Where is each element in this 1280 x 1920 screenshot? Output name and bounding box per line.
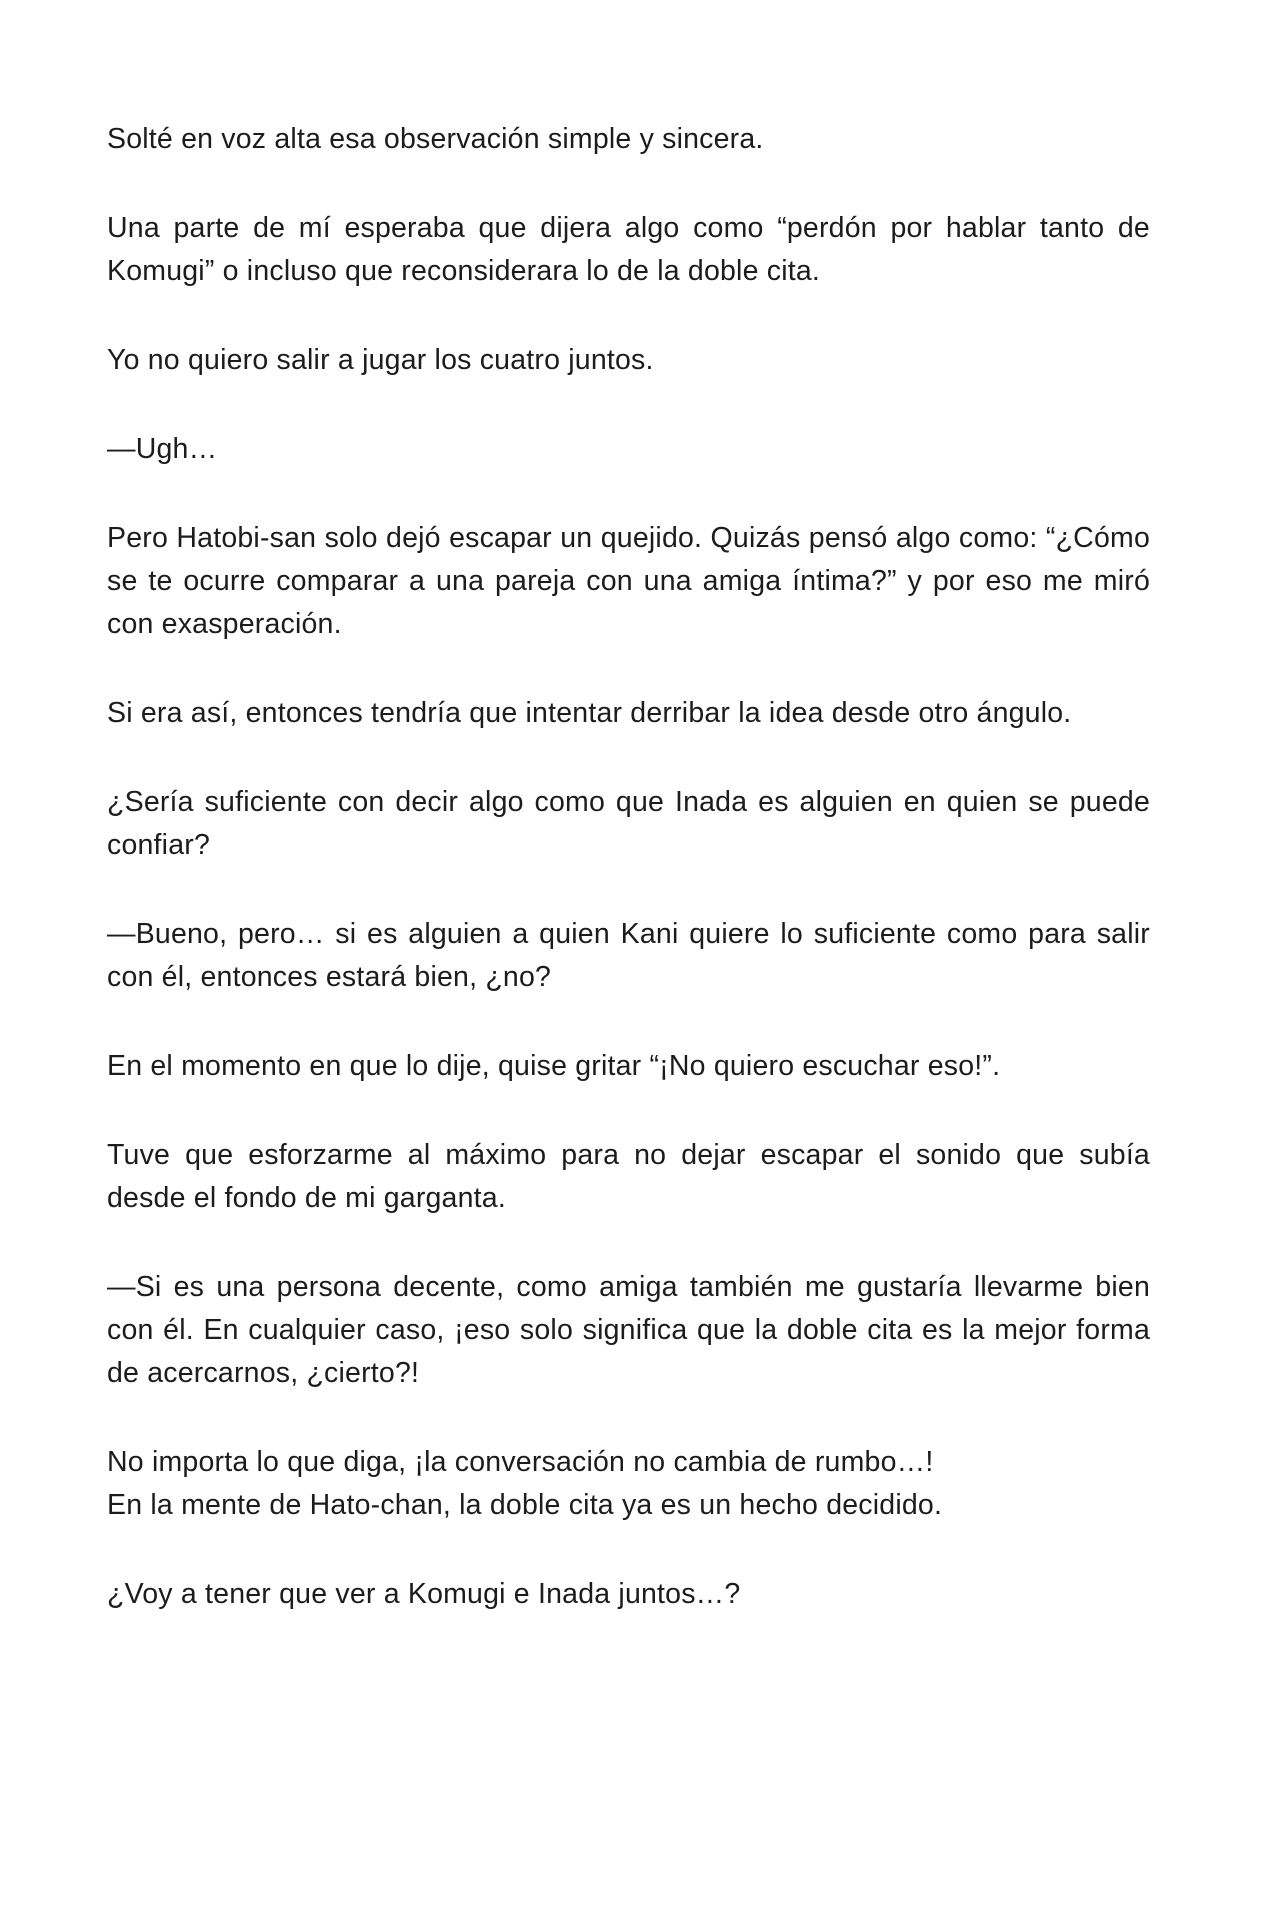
paragraph-dialogue: —Ugh… bbox=[107, 433, 218, 465]
paragraph: Una parte de mí esperaba que dijera algo como “perdón por hablar tanto de Komugi” o incluso que reconsiderara lo de la doble cita. bbox=[107, 212, 1150, 287]
paragraph: Yo no quiero salir a jugar los cuatro juntos. bbox=[107, 344, 654, 376]
paragraph: Tuve que esforzarme al máximo para no dejar escapar el sonido que subía desde el fondo de mi garganta. bbox=[107, 1139, 1150, 1214]
paragraph-line: En la mente de Hato-chan, la doble cita ya es un hecho decidido. bbox=[107, 1489, 943, 1521]
paragraph: Solté en voz alta esa observación simple y sincera. bbox=[107, 123, 764, 155]
paragraph-dialogue: —Bueno, pero… si es alguien a quien Kani quiere lo suficiente como para salir con él, entonces estará bien, ¿no? bbox=[107, 918, 1150, 993]
paragraph: En el momento en que lo dije, quise gritar “¡No quiero escuchar eso!”. bbox=[107, 1050, 1001, 1082]
paragraph-dialogue: —Si es una persona decente, como amiga también me gustaría llevarme bien con él. En cualquier caso, ¡eso solo significa que la doble cita es la mejor forma de acercarnos, ¿cierto?! bbox=[107, 1271, 1150, 1389]
paragraph bbox=[107, 1441, 1150, 1527]
paragraph: ¿Voy a tener que ver a Komugi e Inada juntos…? bbox=[107, 1578, 741, 1610]
paragraph: Pero Hatobi-san solo dejó escapar un quejido. Quizás pensó algo como: “¿Cómo se te ocurre comparar a una pareja con una amiga íntima?” y por eso me miró con exasperación. bbox=[107, 522, 1150, 640]
paragraph: ¿Sería suficiente con decir algo como que Inada es alguien en quien se puede confiar? bbox=[107, 786, 1150, 861]
paragraph-line: No importa lo que diga, ¡la conversación no cambia de rumbo…! bbox=[107, 1446, 934, 1478]
paragraph: Si era así, entonces tendría que intentar derribar la idea desde otro ángulo. bbox=[107, 697, 1072, 729]
